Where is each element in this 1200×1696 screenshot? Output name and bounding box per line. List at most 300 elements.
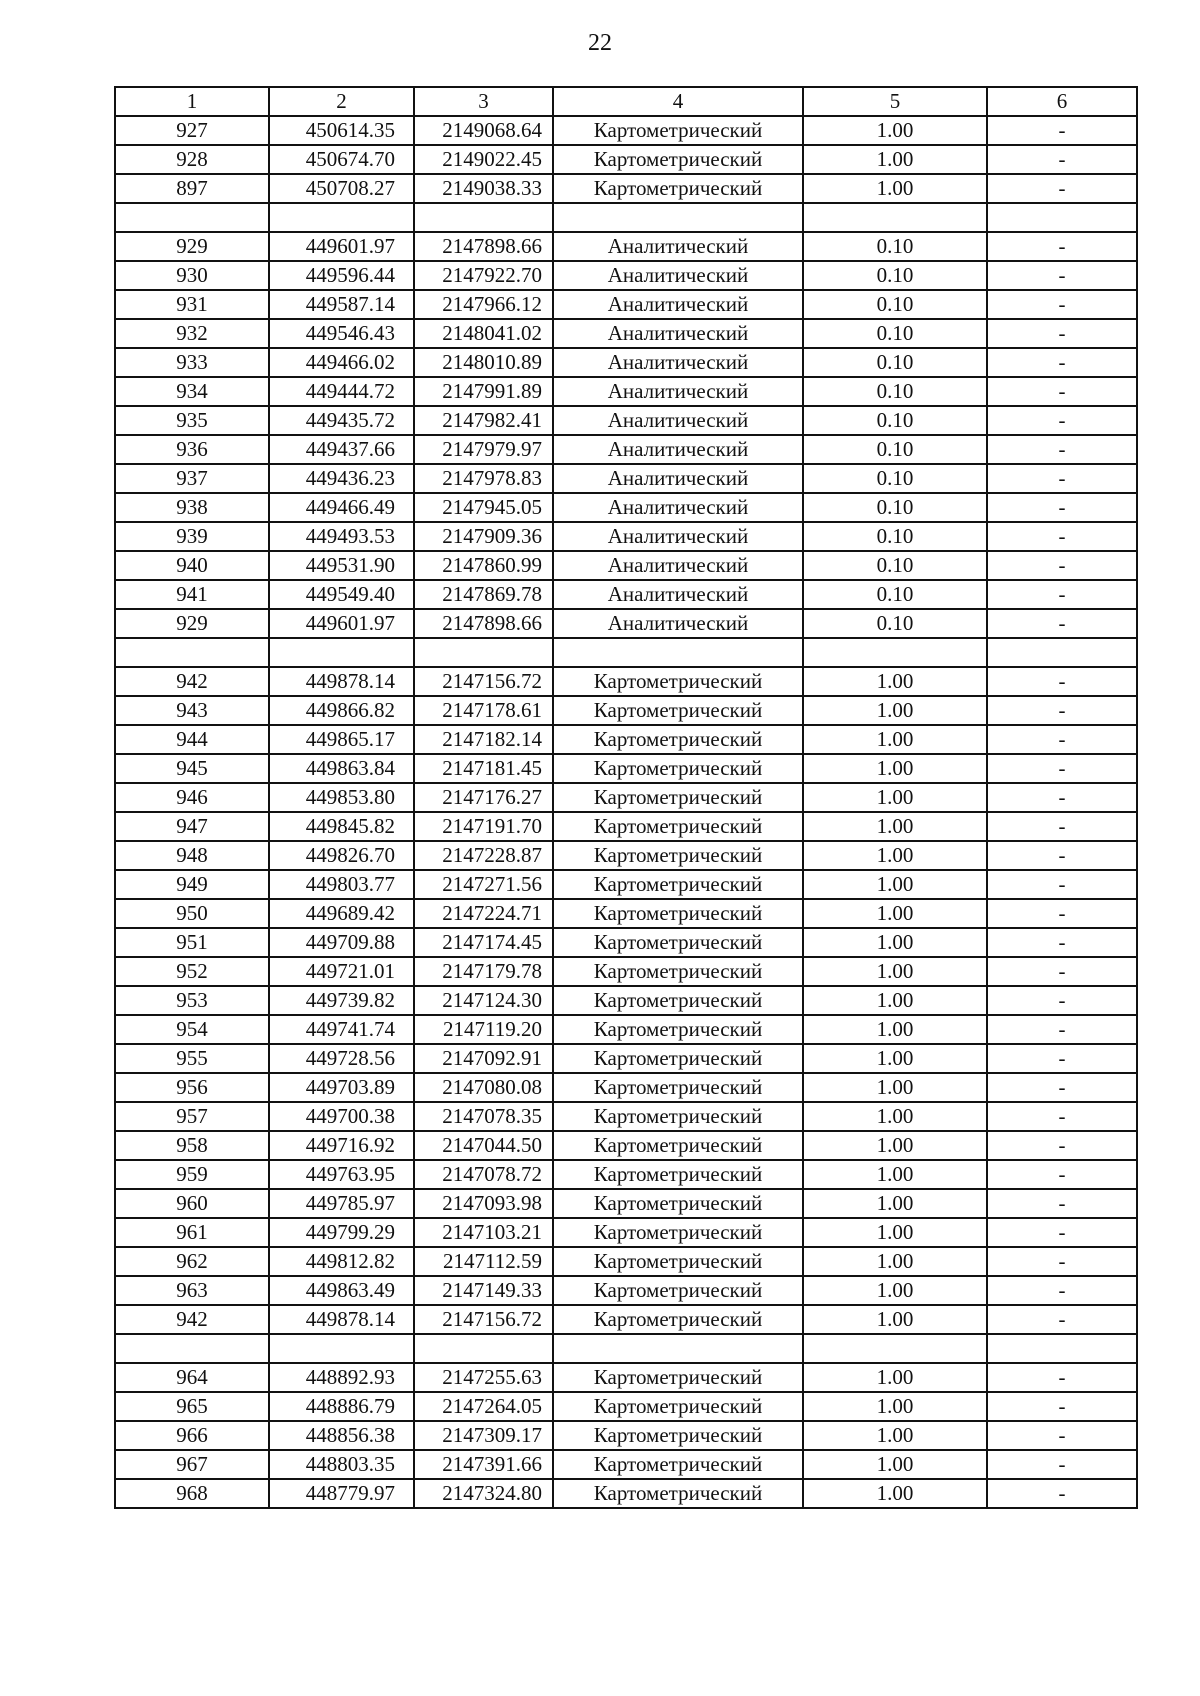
empty-cell — [987, 1334, 1137, 1363]
accuracy-cell: 1.00 — [803, 1044, 987, 1073]
method-cell: Картометрический — [553, 841, 803, 870]
table-row — [115, 348, 1137, 377]
point-number-cell: 938 — [115, 493, 269, 522]
accuracy-cell: 0.10 — [803, 580, 987, 609]
x-coordinate-cell: 449549.40 — [269, 580, 414, 609]
method-cell: Аналитический — [553, 406, 803, 435]
note-cell: - — [987, 696, 1137, 725]
table-row — [115, 261, 1137, 290]
y-coordinate-cell: 2147898.66 — [414, 609, 553, 638]
accuracy-cell: 1.00 — [803, 1189, 987, 1218]
x-coordinate-cell: 450708.27 — [269, 174, 414, 203]
y-coordinate-cell: 2147156.72 — [414, 1305, 553, 1334]
table-row — [115, 754, 1137, 783]
method-cell: Картометрический — [553, 1479, 803, 1508]
table-row — [115, 551, 1137, 580]
note-cell: - — [987, 1102, 1137, 1131]
point-number-cell: 966 — [115, 1421, 269, 1450]
method-cell: Картометрический — [553, 1392, 803, 1421]
accuracy-cell: 1.00 — [803, 1247, 987, 1276]
method-cell: Картометрический — [553, 928, 803, 957]
table-row — [115, 1450, 1137, 1479]
x-coordinate-cell: 449763.95 — [269, 1160, 414, 1189]
y-coordinate-cell: 2147860.99 — [414, 551, 553, 580]
point-number-cell: 955 — [115, 1044, 269, 1073]
method-cell: Картометрический — [553, 1189, 803, 1218]
x-coordinate-cell: 449435.72 — [269, 406, 414, 435]
x-coordinate-cell: 449865.17 — [269, 725, 414, 754]
point-number-cell: 949 — [115, 870, 269, 899]
point-number-cell: 897 — [115, 174, 269, 203]
method-cell: Аналитический — [553, 464, 803, 493]
accuracy-cell: 1.00 — [803, 812, 987, 841]
x-coordinate-cell: 449493.53 — [269, 522, 414, 551]
accuracy-cell: 1.00 — [803, 1218, 987, 1247]
accuracy-cell: 0.10 — [803, 609, 987, 638]
header-col-5: 5 — [803, 87, 987, 116]
accuracy-cell: 1.00 — [803, 1015, 987, 1044]
y-coordinate-cell: 2147309.17 — [414, 1421, 553, 1450]
point-number-cell: 957 — [115, 1102, 269, 1131]
note-cell: - — [987, 1421, 1137, 1450]
note-cell: - — [987, 1160, 1137, 1189]
empty-cell — [987, 638, 1137, 667]
accuracy-cell: 1.00 — [803, 783, 987, 812]
empty-cell — [414, 638, 553, 667]
point-number-cell: 933 — [115, 348, 269, 377]
method-cell: Картометрический — [553, 1450, 803, 1479]
header-col-6: 6 — [987, 87, 1137, 116]
point-number-cell: 940 — [115, 551, 269, 580]
accuracy-cell: 1.00 — [803, 1102, 987, 1131]
y-coordinate-cell: 2147178.61 — [414, 696, 553, 725]
y-coordinate-cell: 2147978.83 — [414, 464, 553, 493]
y-coordinate-cell: 2149038.33 — [414, 174, 553, 203]
point-number-cell: 945 — [115, 754, 269, 783]
note-cell: - — [987, 1392, 1137, 1421]
y-coordinate-cell: 2147181.45 — [414, 754, 553, 783]
accuracy-cell: 0.10 — [803, 551, 987, 580]
method-cell: Картометрический — [553, 754, 803, 783]
accuracy-cell: 1.00 — [803, 1392, 987, 1421]
accuracy-cell: 1.00 — [803, 986, 987, 1015]
table-row — [115, 1044, 1137, 1073]
note-cell: - — [987, 1450, 1137, 1479]
table-row — [115, 957, 1137, 986]
accuracy-cell: 1.00 — [803, 1450, 987, 1479]
method-cell: Картометрический — [553, 870, 803, 899]
y-coordinate-cell: 2147156.72 — [414, 667, 553, 696]
x-coordinate-cell: 449863.84 — [269, 754, 414, 783]
y-coordinate-cell: 2147092.91 — [414, 1044, 553, 1073]
y-coordinate-cell: 2147982.41 — [414, 406, 553, 435]
note-cell: - — [987, 1363, 1137, 1392]
accuracy-cell: 1.00 — [803, 1421, 987, 1450]
point-number-cell: 964 — [115, 1363, 269, 1392]
note-cell: - — [987, 1073, 1137, 1102]
method-cell: Картометрический — [553, 116, 803, 145]
method-cell: Картометрический — [553, 725, 803, 754]
accuracy-cell: 0.10 — [803, 261, 987, 290]
table-row — [115, 725, 1137, 754]
accuracy-cell: 0.10 — [803, 348, 987, 377]
method-cell: Аналитический — [553, 348, 803, 377]
x-coordinate-cell: 449812.82 — [269, 1247, 414, 1276]
accuracy-cell: 0.10 — [803, 319, 987, 348]
method-cell: Картометрический — [553, 1015, 803, 1044]
y-coordinate-cell: 2147179.78 — [414, 957, 553, 986]
point-number-cell: 951 — [115, 928, 269, 957]
y-coordinate-cell: 2147176.27 — [414, 783, 553, 812]
point-number-cell: 942 — [115, 1305, 269, 1334]
table-row — [115, 1131, 1137, 1160]
point-number-cell: 950 — [115, 899, 269, 928]
accuracy-cell: 1.00 — [803, 754, 987, 783]
x-coordinate-cell: 449689.42 — [269, 899, 414, 928]
point-number-cell: 932 — [115, 319, 269, 348]
method-cell: Картометрический — [553, 986, 803, 1015]
accuracy-cell: 1.00 — [803, 899, 987, 928]
x-coordinate-cell: 449803.77 — [269, 870, 414, 899]
empty-cell — [414, 203, 553, 232]
x-coordinate-cell: 449799.29 — [269, 1218, 414, 1247]
y-coordinate-cell: 2147078.72 — [414, 1160, 553, 1189]
y-coordinate-cell: 2147224.71 — [414, 899, 553, 928]
point-number-cell: 946 — [115, 783, 269, 812]
method-cell: Картометрический — [553, 667, 803, 696]
method-cell: Аналитический — [553, 580, 803, 609]
accuracy-cell: 1.00 — [803, 957, 987, 986]
method-cell: Аналитический — [553, 609, 803, 638]
x-coordinate-cell: 448856.38 — [269, 1421, 414, 1450]
empty-cell — [269, 203, 414, 232]
note-cell: - — [987, 435, 1137, 464]
method-cell: Картометрический — [553, 1276, 803, 1305]
note-cell: - — [987, 986, 1137, 1015]
table-row — [115, 1276, 1137, 1305]
table-row — [115, 319, 1137, 348]
empty-cell — [553, 203, 803, 232]
point-number-cell: 952 — [115, 957, 269, 986]
method-cell: Аналитический — [553, 232, 803, 261]
table-row — [115, 580, 1137, 609]
x-coordinate-cell: 449709.88 — [269, 928, 414, 957]
table-row — [115, 435, 1137, 464]
y-coordinate-cell: 2147991.89 — [414, 377, 553, 406]
method-cell: Картометрический — [553, 1218, 803, 1247]
empty-cell — [269, 638, 414, 667]
table-header-row — [115, 87, 1137, 116]
note-cell: - — [987, 174, 1137, 203]
x-coordinate-cell: 449700.38 — [269, 1102, 414, 1131]
note-cell: - — [987, 609, 1137, 638]
table-row — [115, 1392, 1137, 1421]
separator-row — [115, 1334, 1137, 1363]
method-cell: Картометрический — [553, 145, 803, 174]
accuracy-cell: 1.00 — [803, 841, 987, 870]
table-row — [115, 696, 1137, 725]
x-coordinate-cell: 449845.82 — [269, 812, 414, 841]
y-coordinate-cell: 2147112.59 — [414, 1247, 553, 1276]
note-cell: - — [987, 116, 1137, 145]
x-coordinate-cell: 449878.14 — [269, 1305, 414, 1334]
note-cell: - — [987, 261, 1137, 290]
x-coordinate-cell: 449466.49 — [269, 493, 414, 522]
point-number-cell: 934 — [115, 377, 269, 406]
accuracy-cell: 1.00 — [803, 174, 987, 203]
y-coordinate-cell: 2147945.05 — [414, 493, 553, 522]
empty-cell — [115, 1334, 269, 1363]
note-cell: - — [987, 1044, 1137, 1073]
point-number-cell: 941 — [115, 580, 269, 609]
point-number-cell: 930 — [115, 261, 269, 290]
note-cell: - — [987, 1189, 1137, 1218]
point-number-cell: 967 — [115, 1450, 269, 1479]
table-row — [115, 609, 1137, 638]
accuracy-cell: 1.00 — [803, 1276, 987, 1305]
method-cell: Картометрический — [553, 1363, 803, 1392]
x-coordinate-cell: 450674.70 — [269, 145, 414, 174]
header-col-1: 1 — [115, 87, 269, 116]
method-cell: Аналитический — [553, 551, 803, 580]
note-cell: - — [987, 1015, 1137, 1044]
x-coordinate-cell: 449436.23 — [269, 464, 414, 493]
point-number-cell: 937 — [115, 464, 269, 493]
x-coordinate-cell: 449596.44 — [269, 261, 414, 290]
point-number-cell: 962 — [115, 1247, 269, 1276]
method-cell: Аналитический — [553, 435, 803, 464]
note-cell: - — [987, 870, 1137, 899]
method-cell: Аналитический — [553, 377, 803, 406]
y-coordinate-cell: 2147124.30 — [414, 986, 553, 1015]
y-coordinate-cell: 2147080.08 — [414, 1073, 553, 1102]
y-coordinate-cell: 2148010.89 — [414, 348, 553, 377]
table-row — [115, 1305, 1137, 1334]
accuracy-cell: 0.10 — [803, 522, 987, 551]
separator-row — [115, 203, 1137, 232]
method-cell: Картометрический — [553, 899, 803, 928]
table-row — [115, 1247, 1137, 1276]
y-coordinate-cell: 2147182.14 — [414, 725, 553, 754]
header-col-4: 4 — [553, 87, 803, 116]
table-row — [115, 899, 1137, 928]
empty-cell — [553, 1334, 803, 1363]
x-coordinate-cell: 448886.79 — [269, 1392, 414, 1421]
table-row — [115, 1363, 1137, 1392]
accuracy-cell: 1.00 — [803, 1160, 987, 1189]
x-coordinate-cell: 449866.82 — [269, 696, 414, 725]
y-coordinate-cell: 2147119.20 — [414, 1015, 553, 1044]
page-number: 22 — [588, 30, 612, 56]
note-cell: - — [987, 1479, 1137, 1508]
y-coordinate-cell: 2147391.66 — [414, 1450, 553, 1479]
separator-row — [115, 638, 1137, 667]
empty-cell — [115, 203, 269, 232]
x-coordinate-cell: 449739.82 — [269, 986, 414, 1015]
x-coordinate-cell: 449703.89 — [269, 1073, 414, 1102]
accuracy-cell: 1.00 — [803, 1479, 987, 1508]
table-row — [115, 290, 1137, 319]
table-row — [115, 377, 1137, 406]
point-number-cell: 965 — [115, 1392, 269, 1421]
x-coordinate-cell: 448803.35 — [269, 1450, 414, 1479]
method-cell: Аналитический — [553, 261, 803, 290]
note-cell: - — [987, 957, 1137, 986]
point-number-cell: 931 — [115, 290, 269, 319]
y-coordinate-cell: 2147191.70 — [414, 812, 553, 841]
method-cell: Картометрический — [553, 1073, 803, 1102]
point-number-cell: 953 — [115, 986, 269, 1015]
method-cell: Аналитический — [553, 319, 803, 348]
accuracy-cell: 1.00 — [803, 1073, 987, 1102]
x-coordinate-cell: 449466.02 — [269, 348, 414, 377]
x-coordinate-cell: 449531.90 — [269, 551, 414, 580]
method-cell: Картометрический — [553, 783, 803, 812]
table-row — [115, 406, 1137, 435]
y-coordinate-cell: 2147922.70 — [414, 261, 553, 290]
x-coordinate-cell: 449601.97 — [269, 232, 414, 261]
empty-cell — [803, 203, 987, 232]
x-coordinate-cell: 449728.56 — [269, 1044, 414, 1073]
y-coordinate-cell: 2147255.63 — [414, 1363, 553, 1392]
table-body — [115, 116, 1137, 1508]
y-coordinate-cell: 2149068.64 — [414, 116, 553, 145]
method-cell: Картометрический — [553, 696, 803, 725]
empty-cell — [269, 1334, 414, 1363]
note-cell: - — [987, 377, 1137, 406]
x-coordinate-cell: 449721.01 — [269, 957, 414, 986]
point-number-cell: 935 — [115, 406, 269, 435]
y-coordinate-cell: 2147909.36 — [414, 522, 553, 551]
table-row — [115, 232, 1137, 261]
y-coordinate-cell: 2148041.02 — [414, 319, 553, 348]
header-col-2: 2 — [269, 87, 414, 116]
point-number-cell: 929 — [115, 232, 269, 261]
method-cell: Картометрический — [553, 1131, 803, 1160]
note-cell: - — [987, 493, 1137, 522]
accuracy-cell: 1.00 — [803, 1131, 987, 1160]
table-row — [115, 1102, 1137, 1131]
header-col-3: 3 — [414, 87, 553, 116]
method-cell: Картометрический — [553, 957, 803, 986]
x-coordinate-cell: 449587.14 — [269, 290, 414, 319]
note-cell: - — [987, 928, 1137, 957]
method-cell: Картометрический — [553, 1160, 803, 1189]
table-row — [115, 667, 1137, 696]
note-cell: - — [987, 725, 1137, 754]
empty-cell — [987, 203, 1137, 232]
method-cell: Картометрический — [553, 1305, 803, 1334]
point-number-cell: 929 — [115, 609, 269, 638]
accuracy-cell: 1.00 — [803, 928, 987, 957]
x-coordinate-cell: 449716.92 — [269, 1131, 414, 1160]
point-number-cell: 944 — [115, 725, 269, 754]
note-cell: - — [987, 232, 1137, 261]
y-coordinate-cell: 2147324.80 — [414, 1479, 553, 1508]
note-cell: - — [987, 812, 1137, 841]
y-coordinate-cell: 2147103.21 — [414, 1218, 553, 1247]
table-row — [115, 1160, 1137, 1189]
point-number-cell: 942 — [115, 667, 269, 696]
accuracy-cell: 0.10 — [803, 377, 987, 406]
table-row — [115, 783, 1137, 812]
y-coordinate-cell: 2147174.45 — [414, 928, 553, 957]
note-cell: - — [987, 667, 1137, 696]
table-row — [115, 1073, 1137, 1102]
note-cell: - — [987, 580, 1137, 609]
point-number-cell: 958 — [115, 1131, 269, 1160]
method-cell: Картометрический — [553, 1102, 803, 1131]
accuracy-cell: 0.10 — [803, 493, 987, 522]
note-cell: - — [987, 1131, 1137, 1160]
coordinates-table — [114, 86, 1138, 1509]
x-coordinate-cell: 449601.97 — [269, 609, 414, 638]
note-cell: - — [987, 841, 1137, 870]
y-coordinate-cell: 2147093.98 — [414, 1189, 553, 1218]
x-coordinate-cell: 449437.66 — [269, 435, 414, 464]
point-number-cell: 961 — [115, 1218, 269, 1247]
table-row — [115, 1218, 1137, 1247]
note-cell: - — [987, 348, 1137, 377]
empty-cell — [414, 1334, 553, 1363]
table-row — [115, 1479, 1137, 1508]
x-coordinate-cell: 449878.14 — [269, 667, 414, 696]
table-row — [115, 1015, 1137, 1044]
y-coordinate-cell: 2147966.12 — [414, 290, 553, 319]
x-coordinate-cell: 449741.74 — [269, 1015, 414, 1044]
y-coordinate-cell: 2147078.35 — [414, 1102, 553, 1131]
table-row — [115, 493, 1137, 522]
point-number-cell: 927 — [115, 116, 269, 145]
note-cell: - — [987, 145, 1137, 174]
table-row — [115, 174, 1137, 203]
empty-cell — [803, 638, 987, 667]
accuracy-cell: 1.00 — [803, 870, 987, 899]
point-number-cell: 959 — [115, 1160, 269, 1189]
method-cell: Картометрический — [553, 1044, 803, 1073]
point-number-cell: 956 — [115, 1073, 269, 1102]
accuracy-cell: 0.10 — [803, 232, 987, 261]
empty-cell — [115, 638, 269, 667]
accuracy-cell: 1.00 — [803, 696, 987, 725]
point-number-cell: 947 — [115, 812, 269, 841]
table-row — [115, 1189, 1137, 1218]
accuracy-cell: 1.00 — [803, 1305, 987, 1334]
table-row — [115, 928, 1137, 957]
x-coordinate-cell: 448779.97 — [269, 1479, 414, 1508]
accuracy-cell: 1.00 — [803, 116, 987, 145]
method-cell: Аналитический — [553, 493, 803, 522]
point-number-cell: 948 — [115, 841, 269, 870]
point-number-cell: 963 — [115, 1276, 269, 1305]
note-cell: - — [987, 1276, 1137, 1305]
table-row — [115, 870, 1137, 899]
empty-cell — [553, 638, 803, 667]
table-row — [115, 841, 1137, 870]
x-coordinate-cell: 449863.49 — [269, 1276, 414, 1305]
table-row — [115, 1421, 1137, 1450]
point-number-cell: 936 — [115, 435, 269, 464]
x-coordinate-cell: 449853.80 — [269, 783, 414, 812]
accuracy-cell: 0.10 — [803, 435, 987, 464]
accuracy-cell: 1.00 — [803, 1363, 987, 1392]
table-row — [115, 464, 1137, 493]
point-number-cell: 960 — [115, 1189, 269, 1218]
y-coordinate-cell: 2149022.45 — [414, 145, 553, 174]
method-cell: Аналитический — [553, 522, 803, 551]
note-cell: - — [987, 406, 1137, 435]
table-row — [115, 145, 1137, 174]
